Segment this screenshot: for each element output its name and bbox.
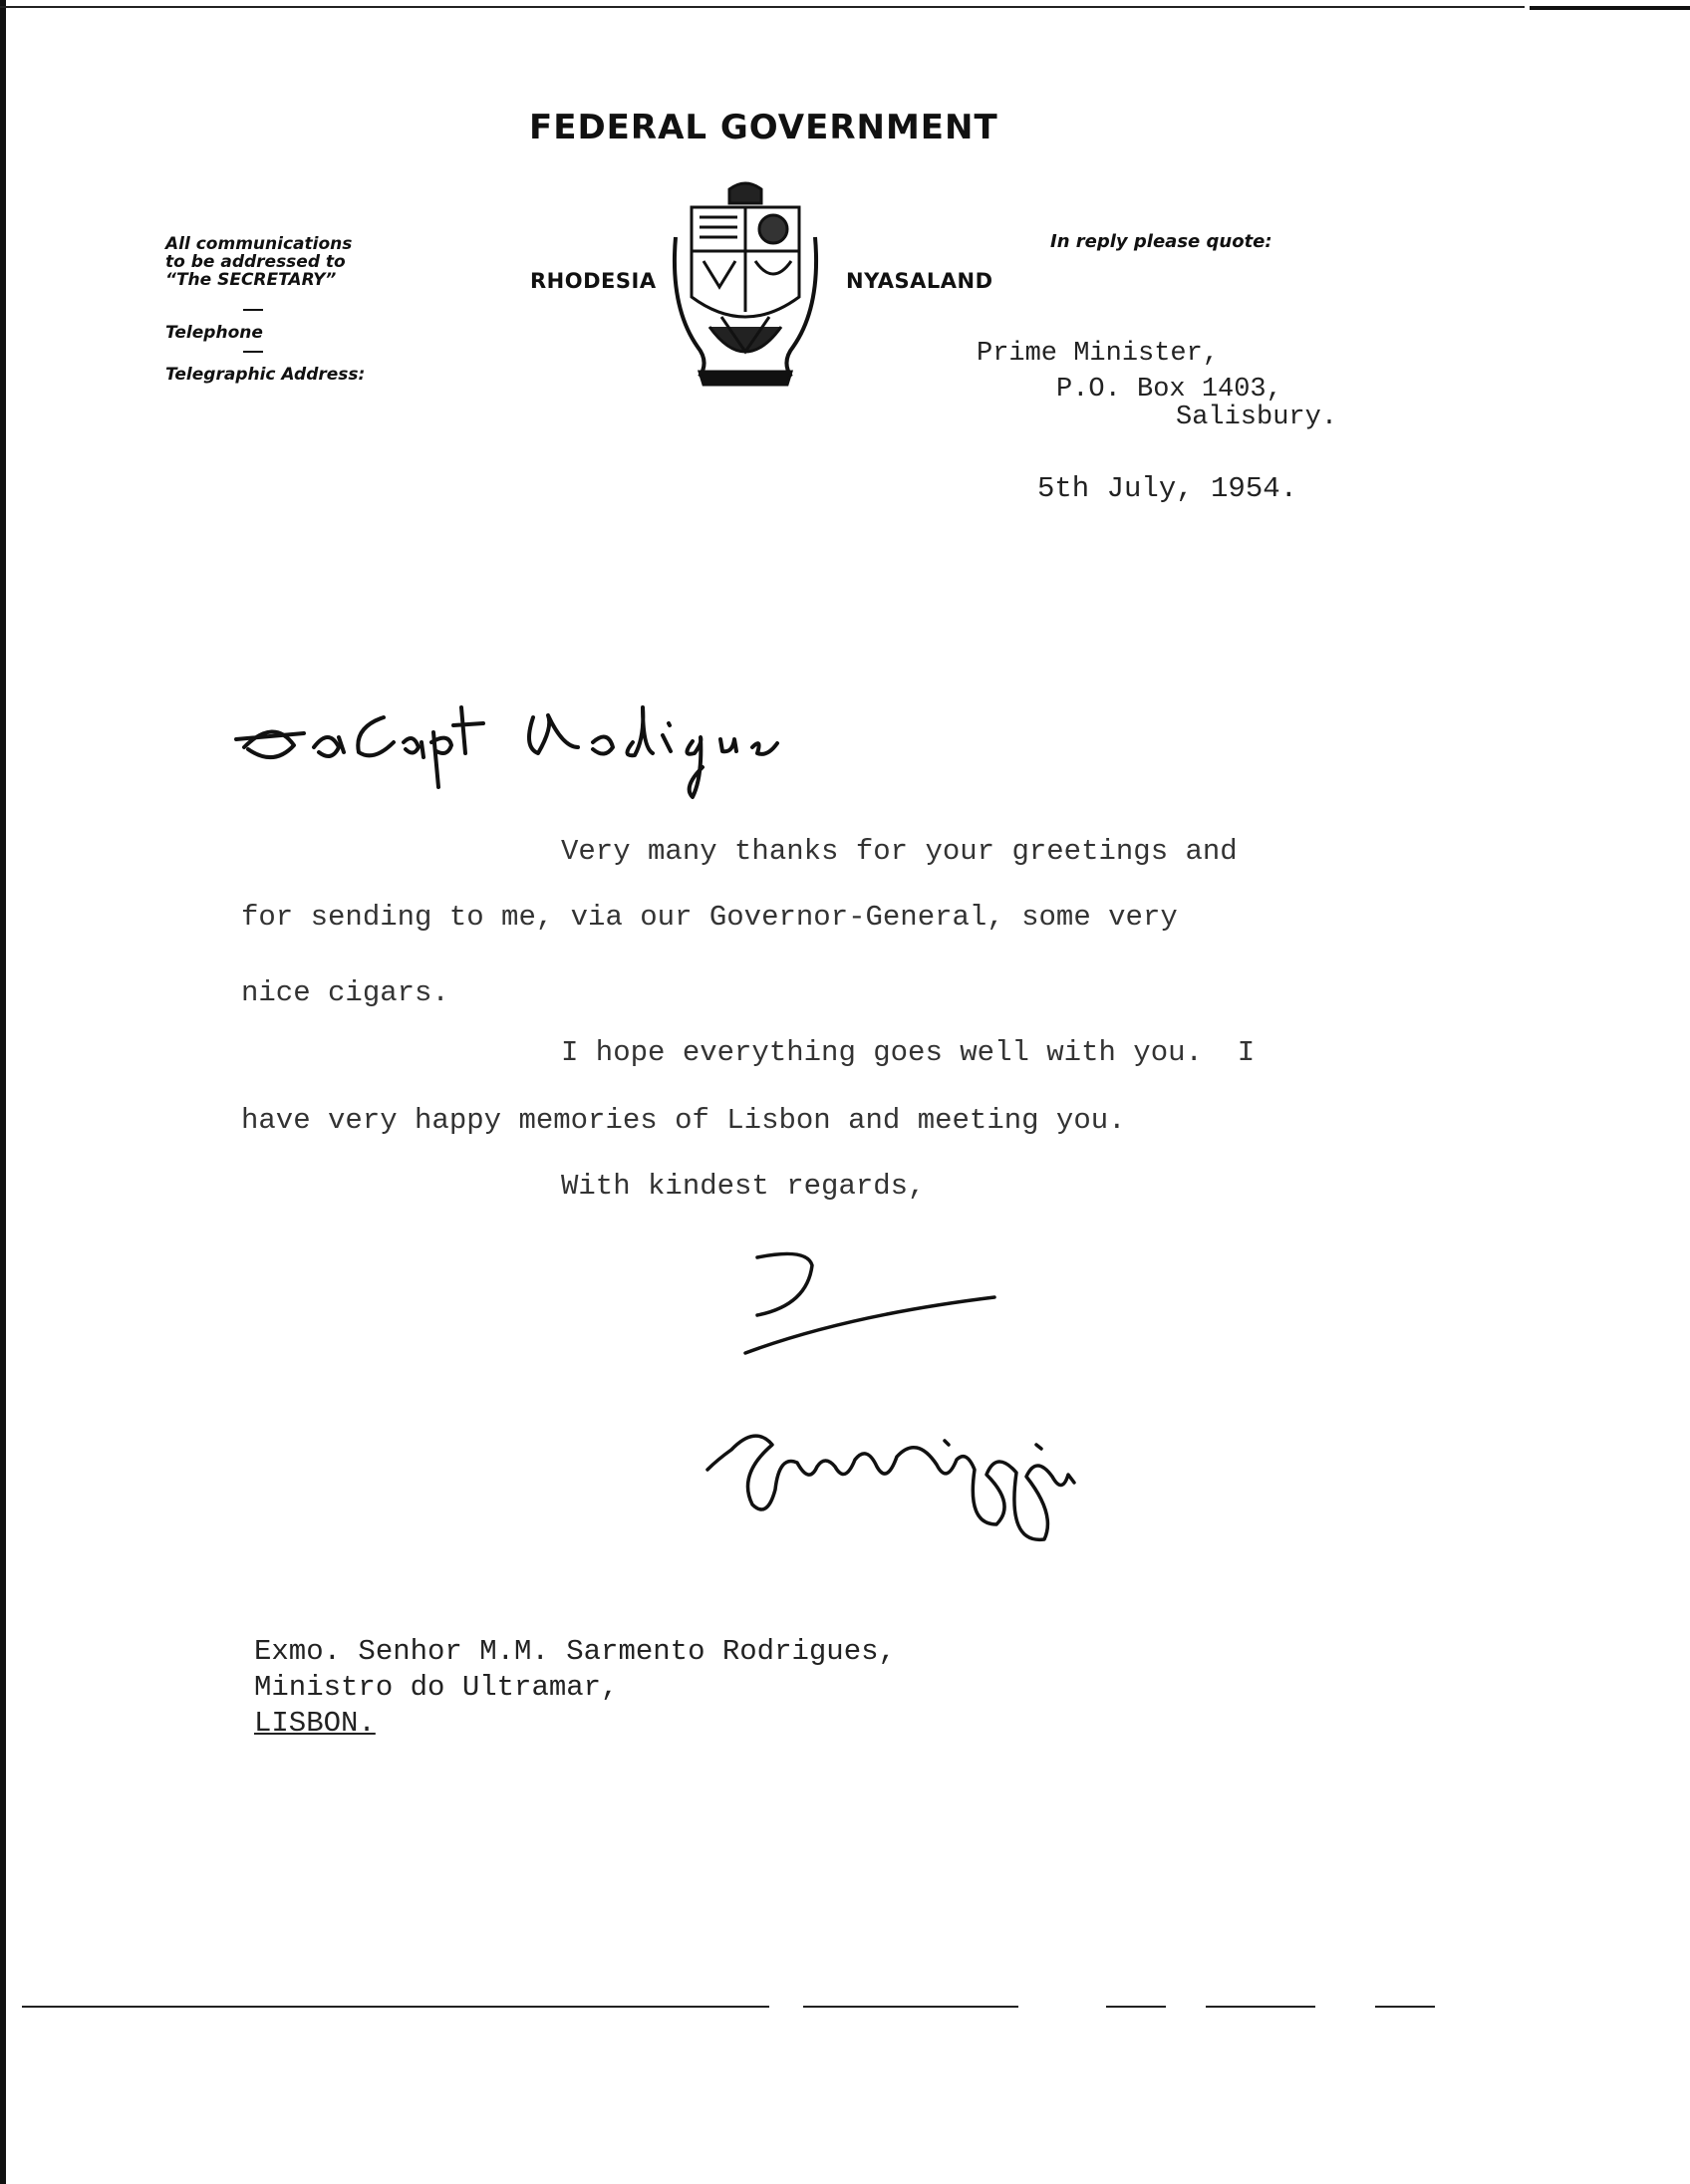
bottom-rule-segment — [803, 2006, 1018, 2008]
recipient-line-3: LISBON. — [254, 1707, 376, 1740]
handwritten-signature — [698, 1245, 1256, 1544]
sender-line-2: P.O. Box 1403, — [1056, 375, 1282, 405]
sender-line-1: Prime Minister, — [977, 339, 1220, 369]
page-top-right-mark — [1530, 6, 1690, 10]
recipient-line-2: Ministro do Ultramar, — [254, 1671, 619, 1704]
communications-line-1: All communications — [165, 234, 353, 254]
sender-line-3: Salisbury. — [1176, 403, 1338, 432]
bottom-rule-segment — [1206, 2006, 1315, 2008]
rhodesia-label: RHODESIA — [530, 269, 657, 293]
body-p1-line3: nice cigars. — [241, 976, 449, 1009]
telephone-label: Telephone — [165, 323, 263, 343]
body-p2-line1: I hope everything goes well with you. I — [561, 1036, 1256, 1069]
letter-date: 5th July, 1954. — [1037, 472, 1298, 505]
dash-mark — [243, 309, 263, 311]
page-top-edge — [0, 6, 1525, 8]
recipient-line-1: Exmo. Senhor M.M. Sarmento Rodrigues, — [254, 1635, 896, 1668]
telegraphic-address-label: Telegraphic Address: — [165, 365, 366, 385]
body-p1-line2: for sending to me, via our Governor-General, some very — [241, 901, 1178, 934]
reply-quote-label: In reply please quote: — [1050, 231, 1272, 252]
bottom-rule-segment — [1375, 2006, 1435, 2008]
letterhead-title: FEDERAL GOVERNMENT — [529, 108, 998, 147]
dash-mark — [243, 351, 263, 353]
handwritten-salutation — [234, 687, 792, 807]
closing-line: With kindest regards, — [561, 1170, 926, 1203]
coat-of-arms-emblem — [670, 177, 821, 392]
communications-line-2: to be addressed to — [165, 252, 346, 272]
body-p2-line2: have very happy memories of Lisbon and meeting you. — [241, 1104, 1126, 1137]
page-left-edge — [0, 0, 6, 2184]
nyasaland-label: NYASALAND — [846, 269, 993, 293]
communications-line-3: “The SECRETARY” — [165, 270, 337, 290]
body-p1-line1: Very many thanks for your greetings and — [561, 835, 1238, 868]
bottom-rule — [22, 2006, 769, 2008]
bottom-rule-segment — [1106, 2006, 1166, 2008]
